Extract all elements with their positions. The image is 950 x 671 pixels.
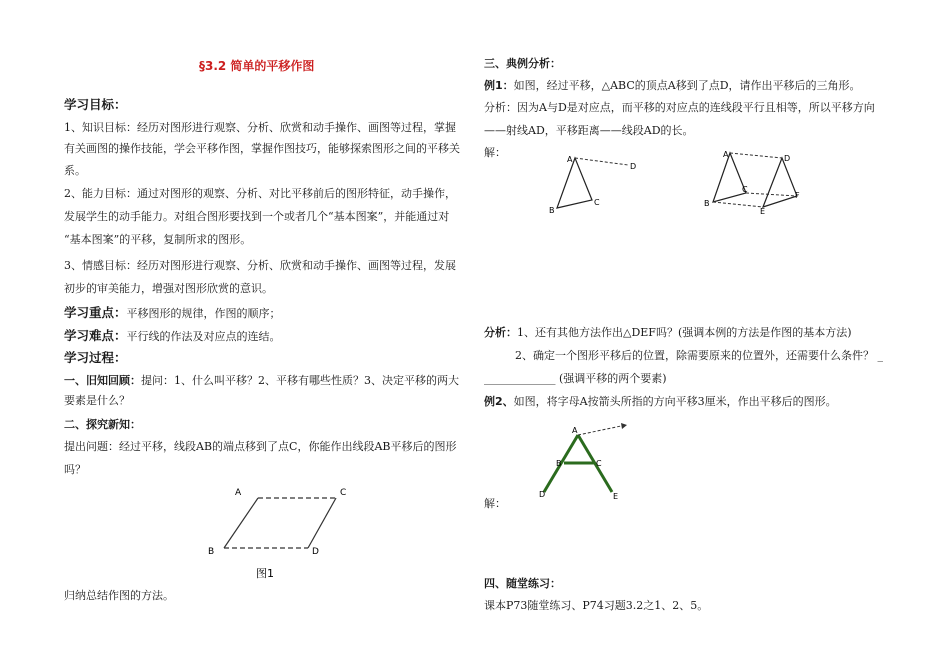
- example1-label: 例1：: [484, 79, 514, 92]
- figure-caption: 图1: [256, 567, 274, 580]
- key-text: 平移图形的规律，作图的顺序；: [126, 307, 281, 320]
- example2-text: 如图，将字母A按箭头所指的方向平移3厘米，作出平移后的图形。: [513, 395, 837, 408]
- goal2-line3: “基本图案”的平移，复制所求的图形。: [64, 233, 252, 246]
- goal1-line1: 1、知识目标：经历对图形进行观察、分析、欣赏和动手操作、画图等过程，掌握: [64, 121, 456, 134]
- goal3-line1: 3、情感目标：经历对图形进行观察、分析、欣赏和动手操作、画图等过程，发展: [64, 259, 456, 272]
- example2-label: 例2、: [484, 395, 514, 408]
- triangle-def: [763, 158, 797, 207]
- analysis2-line1: [484, 326, 852, 340]
- solution2-label: 解：: [484, 497, 506, 510]
- explore-line2: 吗？: [64, 463, 86, 476]
- example1-text: 如图，经过平移，△ABC的顶点A移到了点D，请作出平移后的三角形。: [513, 79, 861, 92]
- translation-arrow: [578, 426, 621, 435]
- goal2-line1: 2、能力目标：通过对图形的观察、分析、对比平移前后的图形特征，动手操作，: [64, 187, 456, 200]
- figure-1-parallelogram: [200, 480, 360, 585]
- key-point: [64, 306, 281, 321]
- review-line2: 要素是什么？: [64, 394, 130, 407]
- practice-text: 课本P73随堂练习、P74习题3.2之1、2、5。: [484, 599, 709, 612]
- example1: [484, 79, 861, 93]
- label-d: D: [312, 547, 319, 557]
- label-a: A: [723, 150, 729, 159]
- triangle-abc: [713, 153, 746, 202]
- summary-text: 归纳总结作图的方法。: [64, 589, 174, 602]
- label-d: D: [630, 162, 637, 171]
- review-label: 一、旧知回顾：: [64, 374, 141, 387]
- examples-heading: 三、典例分析：: [484, 57, 561, 70]
- analysis1-line1: 分析：因为A与D是对应点，而平移的对应点的连线段平行且相等，所以平移方向: [484, 101, 875, 114]
- practice-heading: 四、随堂练习：: [484, 577, 561, 590]
- label-b: B: [549, 206, 555, 215]
- explore-heading: 二、探究新知：: [64, 418, 141, 431]
- segment-ab: [224, 498, 258, 548]
- key-label: 学习重点：: [64, 305, 127, 320]
- goal1-line3: 系。: [64, 164, 86, 177]
- example1-figure-result: [700, 146, 810, 216]
- triangle-abc: [557, 158, 592, 208]
- review-line: [64, 374, 459, 388]
- label-d: D: [784, 154, 791, 163]
- analysis2-question1: 1、还有其他方法作出△DEF吗？(强调本例的方法是作图的基本方法): [517, 326, 852, 339]
- label-f: F: [795, 191, 800, 200]
- goal3-line2: 初步的审美能力，增强对图形欣赏的意识。: [64, 282, 273, 295]
- solution1-label: 解：: [484, 146, 506, 159]
- analysis2-question2-blank: _____________ (强调平移的两个要素): [484, 372, 667, 385]
- label-a: A: [235, 488, 242, 498]
- label-a: A: [567, 155, 573, 164]
- label-c: C: [742, 185, 748, 194]
- analysis1-line2: ——射线AD，平移距离——线段AD的长。: [484, 124, 694, 137]
- analysis2-question2: 2、确定一个图形平移后的位置，除需要原来的位置外，还需要什么条件？ _: [515, 349, 883, 362]
- dashed-line-be: [713, 202, 763, 207]
- dashed-line-ad: [730, 153, 782, 158]
- label-b: B: [556, 459, 562, 468]
- difficulty-point: [64, 329, 281, 344]
- page-title: §3.2 简单的平移作图: [199, 59, 315, 73]
- segment-cd: [308, 498, 336, 548]
- example2: [484, 395, 837, 409]
- difficulty-label: 学习难点：: [64, 328, 127, 343]
- label-e: E: [613, 492, 619, 501]
- example2-letter-a-figure: [535, 420, 645, 505]
- arrow-head-icon: [621, 423, 627, 429]
- dashed-line-cf: [746, 193, 797, 196]
- goal1-line2: 有关画图的操作技能，学会平移作图，掌握作图技巧，能够探索图形之间的平移关: [64, 142, 460, 155]
- example1-figure-original: [540, 150, 650, 220]
- analysis2-label: 分析：: [484, 326, 517, 339]
- label-c: C: [340, 488, 347, 498]
- review-text: 提问：1、什么叫平移？2、平移有哪些性质？3、决定平移的两大: [141, 374, 459, 387]
- label-e: E: [760, 207, 766, 216]
- label-b: B: [704, 199, 710, 208]
- label-b: B: [208, 547, 215, 557]
- goal2-line2: 发展学生的动手能力。对组合图形要找到一个或者几个“基本图案”，并能通过对: [64, 210, 450, 223]
- dashed-line-ad: [575, 158, 628, 165]
- label-d: D: [539, 490, 546, 499]
- label-a: A: [572, 426, 578, 435]
- difficulty-text: 平行线的作法及对应点的连结。: [126, 330, 281, 343]
- label-c: C: [596, 459, 602, 468]
- explore-line1: 提出问题：经过平移，线段AB的端点移到了点C，你能作出线段AB平移后的图形: [64, 440, 457, 453]
- label-c: C: [594, 198, 600, 207]
- goals-heading: 学习目标：: [64, 97, 127, 112]
- process-heading: 学习过程：: [64, 350, 127, 365]
